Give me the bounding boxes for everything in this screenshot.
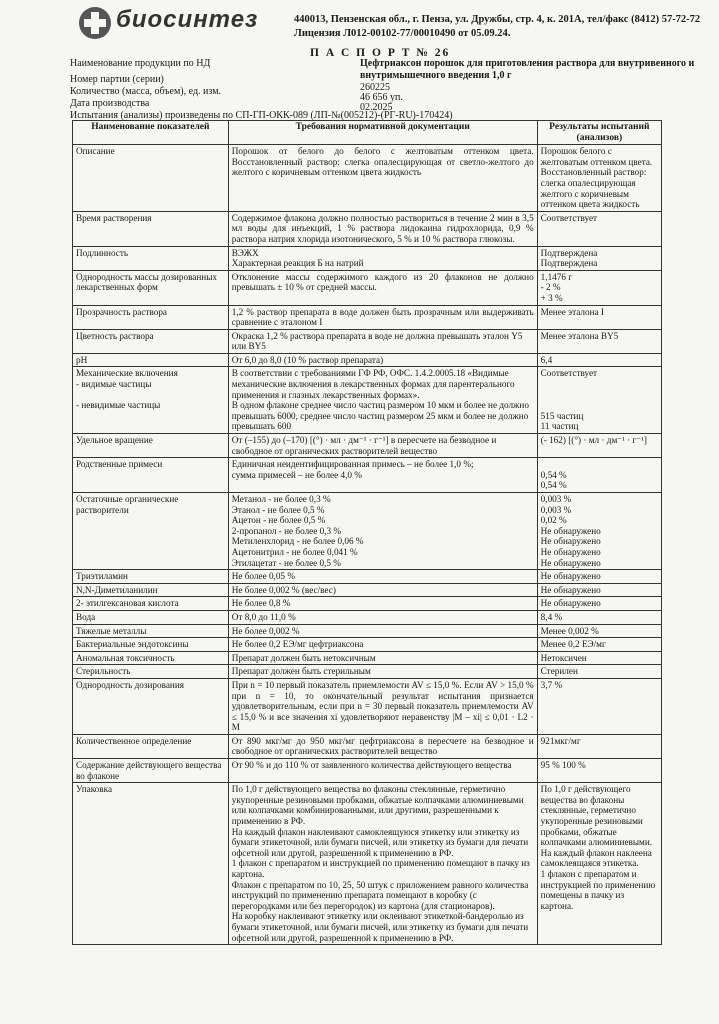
cell-name: N,N-Диметиланилин [73,583,229,597]
cell-requirement: В соответствии с требованиями ГФ РФ, ОФС. 1.4.2.0005.18 «Видимые механические включения в лекарственных формах для парентерального применения и глазных лекарственных формах». В одном флаконе среднее число частиц размером 10 мкм и более не должно превышать 6000, среднее число частиц размером 25 мкм и более не должно превышать 600 [228,367,537,434]
table-row [73,329,662,353]
table-row [73,665,662,679]
cell-requirement: От 6,0 до 8,0 (10 % раствор препарата) [228,353,537,367]
cell-result: Менее эталона BY5 [537,329,661,353]
cell-name: Бактериальные эндотоксины [73,638,229,652]
cell-result: Стерилен [537,665,661,679]
table-row [73,367,662,434]
cell-result: Не обнаружено [537,597,661,611]
spec-table [72,120,662,945]
cell-name: Упаковка [73,783,229,945]
cell-requirement: Содержимое флакона должно полностью раствориться в течение 2 мин в 3,5 мл воды для инъекций, 1 % раствора лидокаина гидрохлорида, 0,9 % раствора натрия хлорида изотонического, 5 % и 10 % раствора глюкозы. [228,211,537,246]
table-row [73,678,662,734]
cell-result: Менее эталона I [537,305,661,329]
table-row [73,624,662,638]
cell-requirement: 1,2 % раствор препарата в воде должен быть прозрачным или выдерживать сравнение с эталоном I [228,305,537,329]
cell-requirement: Окраска 1,2 % раствора препарата в воде не должна превышать эталон Y5 или BY5 [228,329,537,353]
cell-requirement: Не более 0,2 ЕЭ/мг цефтриаксона [228,638,537,652]
cell-result: 6,4 [537,353,661,367]
cell-result: Порошок белого с желтоватым оттенком цвета. Восстановленный раствор: слегка опалесцирующая желтого с коричневым оттенком цвета жидкость [537,145,661,212]
header-results: Результаты испытаний (анализов) [537,121,661,145]
cell-result: Не обнаружено [537,583,661,597]
cell-requirement: Порошок от белого до белого с желтоватым оттенком цвета. Восстановленный раствор: слегка опалесцирующая от светло-желтого до желтого с коричневым оттенком цвета жидкость [228,145,537,212]
page-title: П А С П О Р Т № 26 [310,47,451,59]
cell-name: Описание [73,145,229,212]
table-row [73,583,662,597]
table-row [73,434,662,458]
logo-text: биосинтез [116,6,259,33]
qty-label: Количество (масса, объем), ед. изм. [70,86,222,97]
cell-result: 0,003 % 0,003 % 0,02 % Не обнаружено Не обнаружено Не обнаружено Не обнаружено [537,493,661,570]
cell-result: 3,7 % [537,678,661,734]
cell-requirement: От (–155) до (–170) [(°) · мл · дм⁻¹ · г⁻¹] в пересчете на безводное и свободное от органических растворителей вещество [228,434,537,458]
cell-result: Соответствует 515 частиц 11 частиц [537,367,661,434]
qty-value: 46 656 уп. [360,92,403,103]
cell-requirement: Не более 0,8 % [228,597,537,611]
cell-name: Подлинность [73,246,229,270]
table-row [73,610,662,624]
cell-result: Менее 0,2 ЕЭ/мг [537,638,661,652]
batch-label: Номер партии (серии) [70,74,164,85]
header-requirements: Требования нормативной документации [228,121,537,145]
table-row [73,270,662,305]
cell-name: Родственные примеси [73,458,229,493]
cell-requirement: Метанол - не более 0,3 % Этанол - не более 0,5 % Ацетон - не более 0,5 % 2-пропанол - не более 0,3 % Метиленхлорид - не более 0,06 % Ацетонитрил - не более 0,041 % Этилацетат - не более 0,5 % [228,493,537,570]
cell-requirement: От 90 % и до 110 % от заявленного количества действующего вещества [228,759,537,783]
cell-result: 921мкг/мг [537,734,661,758]
cell-requirement: От 8,0 до 11,0 % [228,610,537,624]
cell-name: Цветность раствора [73,329,229,353]
table-row [73,651,662,665]
cell-name: Триэтиламин [73,570,229,584]
cell-result: Не обнаружено [537,570,661,584]
cell-result: Подтверждена Подтверждена [537,246,661,270]
table-row [73,458,662,493]
header-name: Наименование показателей [73,121,229,145]
batch-value: 260225 [360,82,390,93]
cell-result: (- 162) [(°) · мл · дм⁻¹ · г⁻¹] [537,434,661,458]
cell-result: Менее 0,002 % [537,624,661,638]
cell-name: 2- этилгексановая кислота [73,597,229,611]
cell-requirement: По 1,0 г действующего вещества во флаконы стеклянные, герметично укупоренные резиновыми пробками, обжатые колпачками алюминиевыми или колпачками комбинированными, или другими, разрешенными к применению в РФ. На каждый флакон наклеивают самоклеящуюся этикетку или этикетку из бумаги этикеточной, или бумаги писчей, или этикетку из бумаги для печати офсетной или другой, разрешенной к применению в РФ. 1 флакон с препаратом и инструкцией по применению помещают в пачку из картона. Флакон с препаратом по 10, 25, 50 штук с приложением равного количества инструкций по применению препарата помещают в коробку (с перегородками или без перегородок) из картона (для стационаров). На коробку наклеивают этикетку или оклеивают этикеткой-бандеролью из бумаги этикеточной, или бумаги писчей, или этикетку из бумаги для печати офсетной или другой, разрешенной к применению в РФ. [228,783,537,945]
cell-requirement: Препарат должен быть нетоксичным [228,651,537,665]
table-row [73,305,662,329]
cell-name: Вода [73,610,229,624]
table-header-row [73,121,662,145]
table-row [73,570,662,584]
cell-name: Однородность массы дозированных лекарственных форм [73,270,229,305]
cell-requirement: Отклонение массы содержимого каждого из 20 флаконов не должно превышать ± 10 % от средней массы. [228,270,537,305]
cell-name: Тяжелые металлы [73,624,229,638]
cell-name: Однородность дозирования [73,678,229,734]
cell-name: Удельное вращение [73,434,229,458]
cell-name: Аномальная токсичность [73,651,229,665]
date-label: Дата производства [70,98,150,109]
company-logo [64,4,274,34]
letterhead [64,4,704,46]
cell-name: Время растворения [73,211,229,246]
cell-name: Остаточные органические растворители [73,493,229,570]
table-row [73,734,662,758]
cross-logo-icon [78,6,112,40]
cell-result: Нетоксичен [537,651,661,665]
cell-requirement: При n = 10 первый показатель приемлемости AV ≤ 15,0 %. Если AV > 15,0 % при n = 10, то окончательный результат испытания признается удовлетворительным, если при n = 30 первый показатель приемлемости AV ≤ 15,0 % и все значения xi удовлетворяют неравенству |M – xi| ≤ 0,01 · L2 · M [228,678,537,734]
company-address: 440013, Пензенская обл., г. Пенза, ул. Дружбы, стр. 4, к. 201А, тел/факс (8412) 57-72-72 [294,14,701,25]
cell-name: pH [73,353,229,367]
table-row [73,246,662,270]
cell-result: По 1,0 г действующего вещества во флаконы стеклянные, герметично укупоренные резиновыми пробками, обжатые колпачками алюминиевыми. На каждый флакон наклеена самоклеящаяся этикетка. 1 флакон с препаратом и инструкцией по применению помещены в пачку из картона. [537,783,661,945]
table-row [73,211,662,246]
product-label: Наименование продукции по НД [70,58,211,69]
cell-requirement: Не более 0,002 % [228,624,537,638]
cell-name: Стерильность [73,665,229,679]
table-row [73,597,662,611]
table-row [73,638,662,652]
product-value: Цефтриаксон порошок для приготовления раствора для внутривенного и внутримышечного введения 1,0 г [360,58,695,81]
cell-result: Соответствует [537,211,661,246]
cell-requirement: Не более 0,05 % [228,570,537,584]
cell-requirement: Единичная неидентифицированная примесь – не более 1,0 %; сумма примесей – не более 4,0 % [228,458,537,493]
tests-line: Испытания (анализы) произведены по СП-ГП-ОКК-089 (ЛП-№(005212)-(РГ-RU)-170424) [70,110,453,121]
cell-result: 95 % 100 % [537,759,661,783]
table-row [73,145,662,212]
company-license: Лицензия Л012-00102-77/00010490 от 05.09.24. [294,28,511,39]
cell-name: Прозрачность раствора [73,305,229,329]
cell-requirement: ВЭЖХ Характерная реакция Б на натрий [228,246,537,270]
cell-requirement: Не более 0,002 % (вес/вес) [228,583,537,597]
cell-requirement: Препарат должен быть стерильным [228,665,537,679]
table-row [73,783,662,945]
cell-name: Механические включения - видимые частицы - невидимые частицы [73,367,229,434]
spec-table-body [73,145,662,945]
cell-requirement: От 890 мкг/мг до 950 мкг/мг цефтриаксона в пересчете на безводное и свободное от органических растворителей вещество [228,734,537,758]
cell-result: 0,54 % 0,54 % [537,458,661,493]
table-row [73,353,662,367]
cell-result: 1,1476 г - 2 % + 3 % [537,270,661,305]
date-value: 02.2025 [360,102,393,113]
cell-name: Количественное определение [73,734,229,758]
cell-result: 8,4 % [537,610,661,624]
table-row [73,493,662,570]
table-row [73,759,662,783]
cell-name: Содержание действующего вещества во флаконе [73,759,229,783]
